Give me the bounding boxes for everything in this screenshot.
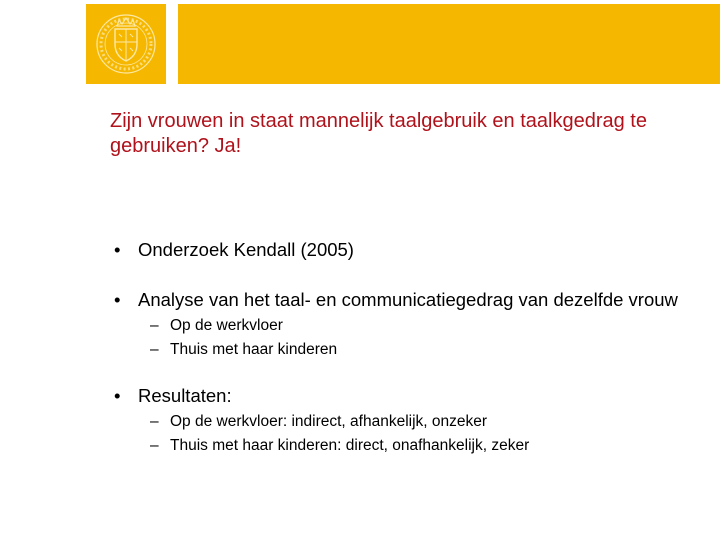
bullet-item: • Analyse van het taal- en communicatiegedrag van dezelfde vrouw (110, 288, 710, 312)
sub-bullet-item: – Op de werkvloer (110, 314, 710, 338)
slide-header (0, 0, 720, 92)
slide-content (110, 238, 710, 458)
logo (86, 4, 166, 84)
sub-bullet-item: – Op de werkvloer: indirect, afhankelijk, onzeker (110, 410, 710, 434)
sub-bullet-item: – Thuis met haar kinderen (110, 338, 710, 362)
header-banner (178, 4, 720, 84)
sub-bullet-item: – Thuis met haar kinderen: direct, onafhankelijk, zeker (110, 434, 710, 458)
university-crest-icon (86, 4, 166, 84)
bullet-item: • Resultaten: (110, 384, 710, 408)
bullet-item: • Onderzoek Kendall (2005) (110, 238, 710, 262)
slide-title: Zijn vrouwen in staat mannelijk taalgebruik en taalkgedrag te gebruiken? Ja! (110, 110, 647, 157)
